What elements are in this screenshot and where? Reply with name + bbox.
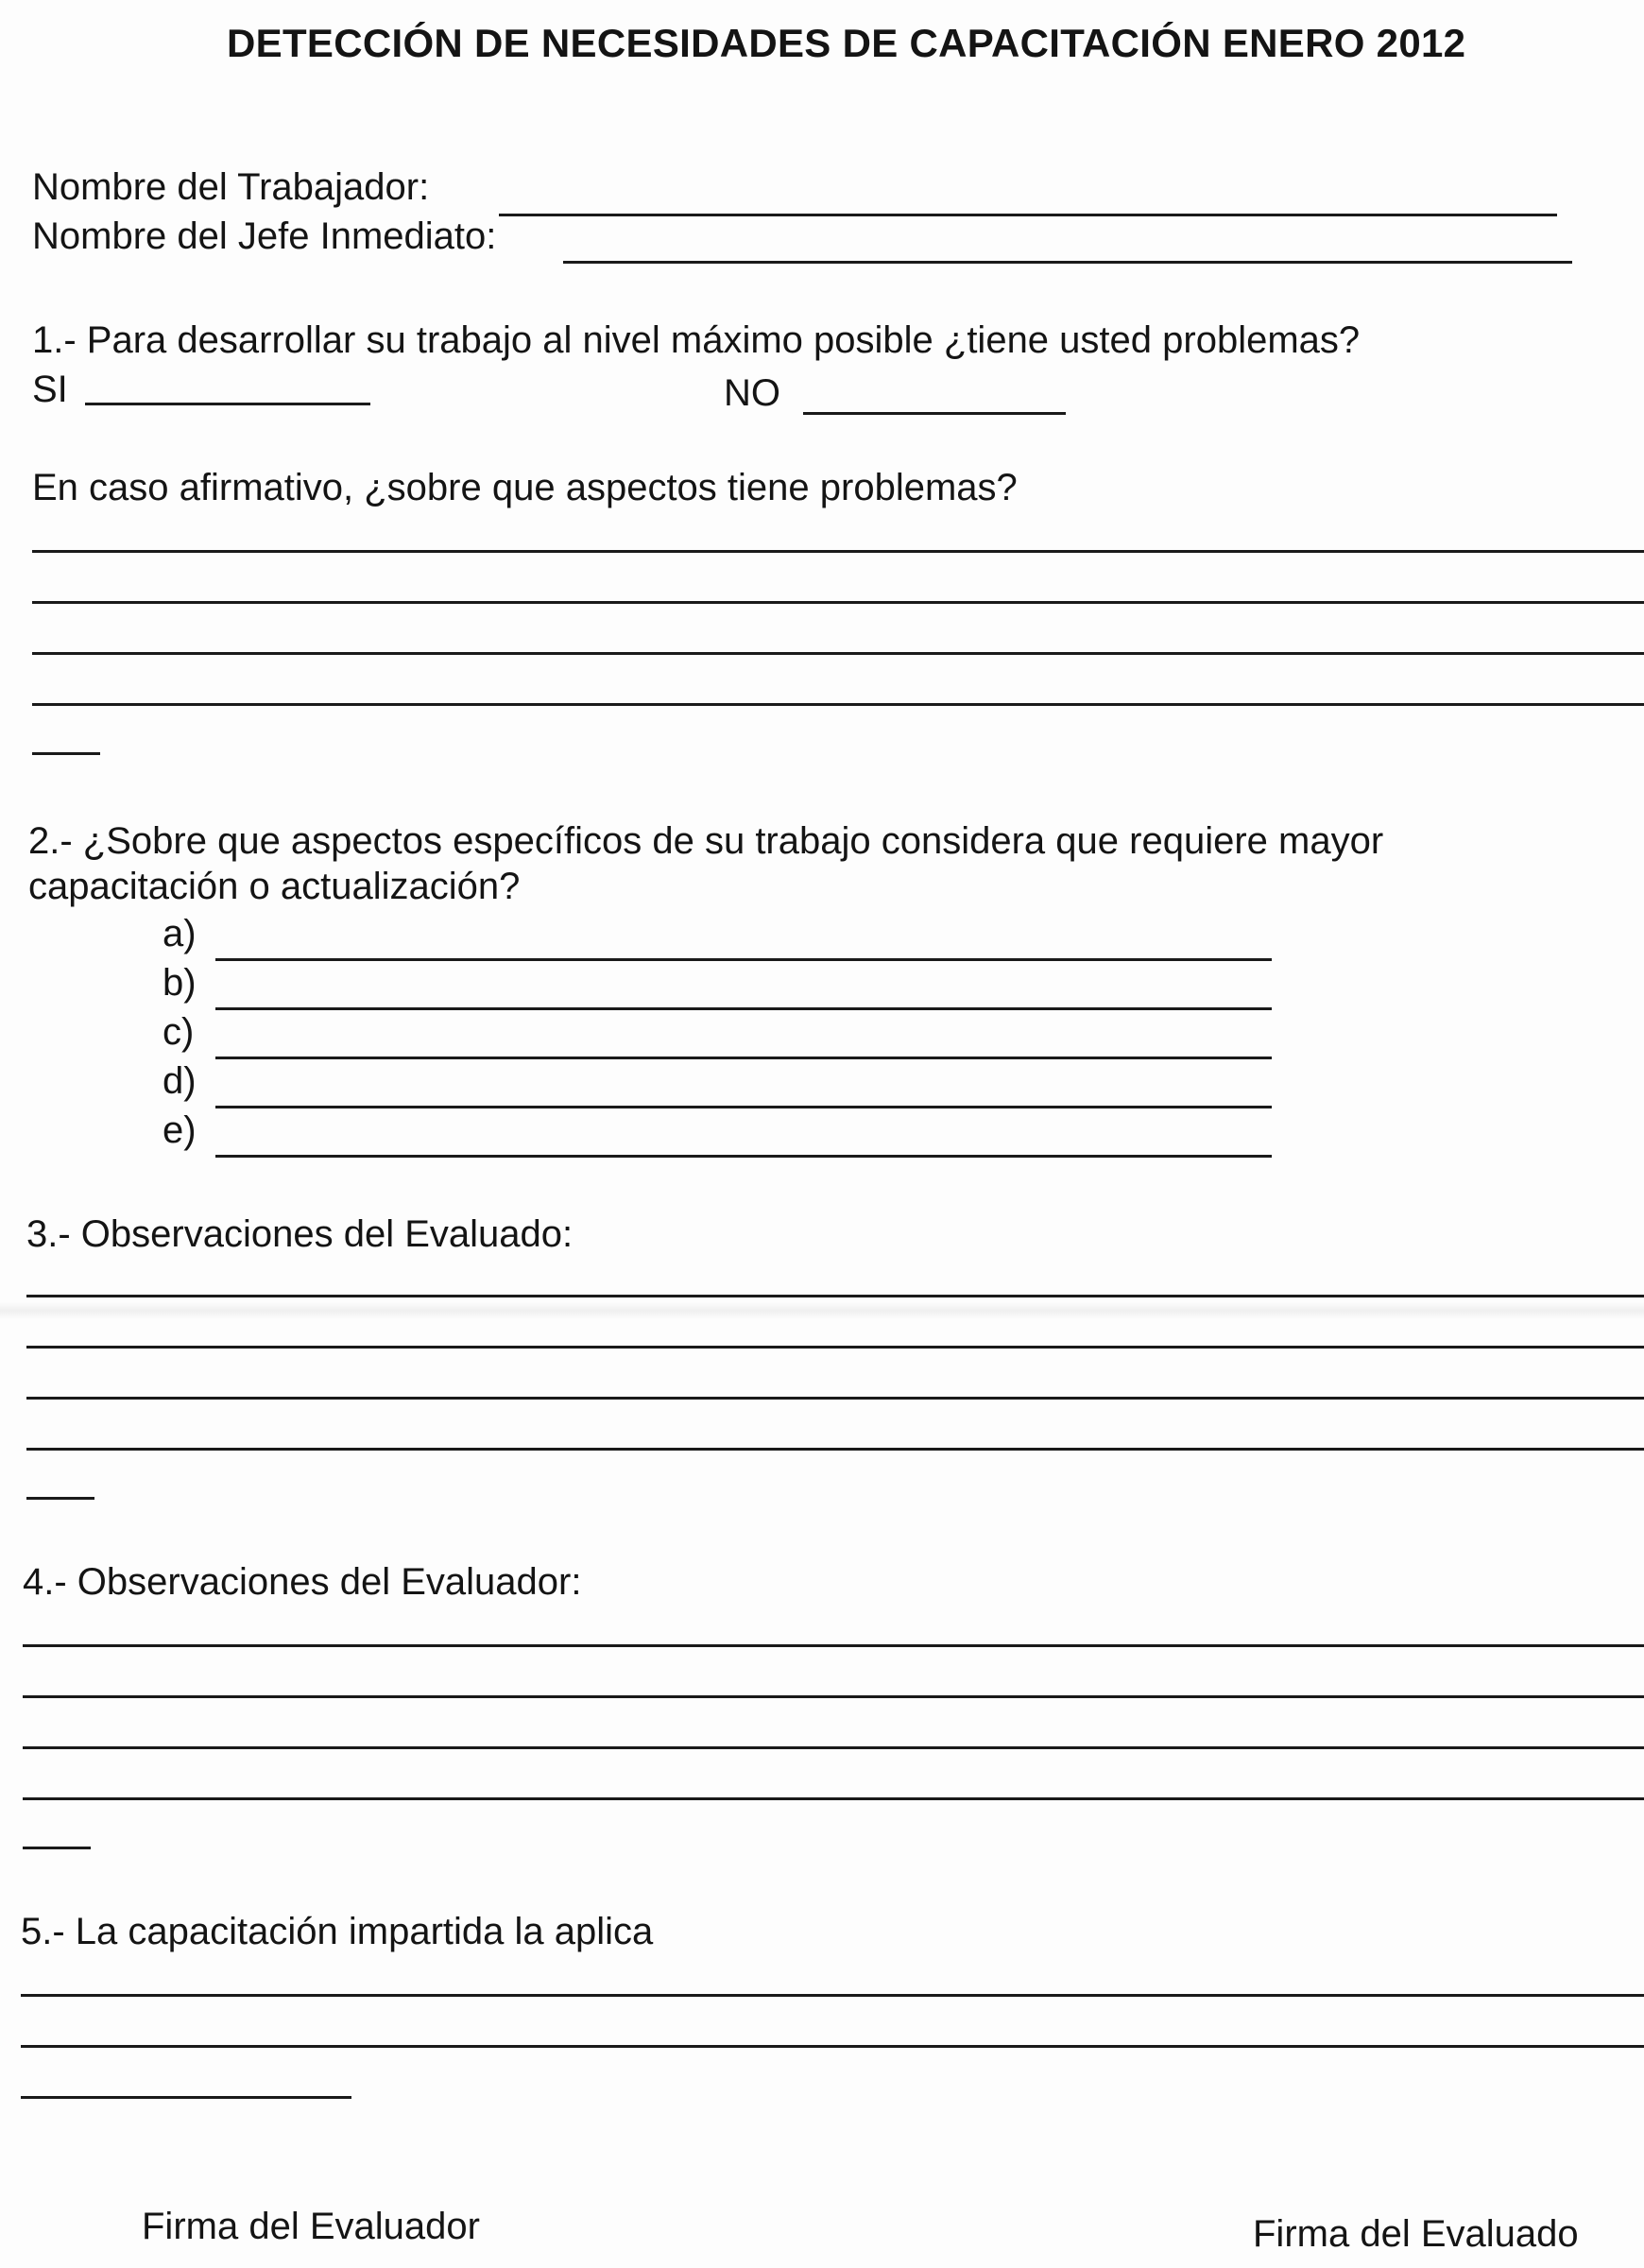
question-3-label: 3.- Observaciones del Evaluado: bbox=[26, 1213, 574, 1255]
item-c-field[interactable] bbox=[215, 1057, 1272, 1059]
question-2-line-2: capacitación o actualización? bbox=[28, 866, 521, 907]
yes-field[interactable] bbox=[85, 403, 370, 405]
answer-line-end[interactable] bbox=[32, 752, 100, 755]
question-5-label: 5.- La capacitación impartida la aplica bbox=[21, 1911, 654, 1952]
answer-line[interactable] bbox=[32, 601, 1644, 604]
question-2-line-1: 2.- ¿Sobre que aspectos específicos de su trabajo considera que requiere mayor bbox=[28, 820, 1384, 862]
no-field[interactable] bbox=[803, 412, 1066, 415]
item-a-label: a) bbox=[163, 913, 197, 954]
answer-line[interactable] bbox=[21, 1994, 1644, 1997]
question-4-label: 4.- Observaciones del Evaluador: bbox=[23, 1561, 582, 1603]
no-label: NO bbox=[724, 372, 780, 414]
form-title: DETECCIÓN DE NECESIDADES DE CAPACITACIÓN ENERO 2012 bbox=[227, 21, 1466, 65]
answer-line[interactable] bbox=[26, 1397, 1644, 1400]
evaluator-signature-label: Firma del Evaluador bbox=[142, 2206, 480, 2247]
answer-line[interactable] bbox=[26, 1295, 1644, 1297]
worker-name-label: Nombre del Trabajador: bbox=[32, 166, 430, 208]
answer-line[interactable] bbox=[23, 1644, 1644, 1647]
answer-line-end[interactable] bbox=[21, 2096, 351, 2099]
answer-line[interactable] bbox=[26, 1346, 1644, 1349]
question-1-followup: En caso afirmativo, ¿sobre que aspectos tiene problemas? bbox=[32, 467, 1018, 508]
item-c-label: c) bbox=[163, 1011, 195, 1053]
boss-name-label: Nombre del Jefe Inmediato: bbox=[32, 215, 497, 257]
boss-name-field[interactable] bbox=[563, 261, 1572, 264]
item-e-field[interactable] bbox=[215, 1155, 1272, 1158]
worker-name-field[interactable] bbox=[499, 214, 1557, 216]
item-d-field[interactable] bbox=[215, 1106, 1272, 1108]
item-e-label: e) bbox=[163, 1109, 197, 1151]
answer-line-end[interactable] bbox=[26, 1497, 94, 1500]
answer-line[interactable] bbox=[32, 703, 1644, 706]
answer-line[interactable] bbox=[32, 550, 1644, 553]
answer-line[interactable] bbox=[23, 1695, 1644, 1698]
item-a-field[interactable] bbox=[215, 958, 1272, 961]
item-b-label: b) bbox=[163, 962, 197, 1004]
evaluated-signature-label: Firma del Evaluado bbox=[1253, 2213, 1579, 2255]
item-b-field[interactable] bbox=[215, 1007, 1272, 1010]
answer-line[interactable] bbox=[32, 652, 1644, 655]
yes-label: SI bbox=[32, 369, 68, 410]
answer-line[interactable] bbox=[21, 2045, 1644, 2048]
item-d-label: d) bbox=[163, 1060, 197, 1102]
paper-fold bbox=[0, 1302, 1644, 1319]
question-1-text: 1.- Para desarrollar su trabajo al nivel máximo posible ¿tiene usted problemas? bbox=[32, 319, 1361, 361]
answer-line[interactable] bbox=[23, 1797, 1644, 1800]
answer-line-end[interactable] bbox=[23, 1847, 91, 1849]
answer-line[interactable] bbox=[26, 1448, 1644, 1451]
answer-line[interactable] bbox=[23, 1746, 1644, 1749]
